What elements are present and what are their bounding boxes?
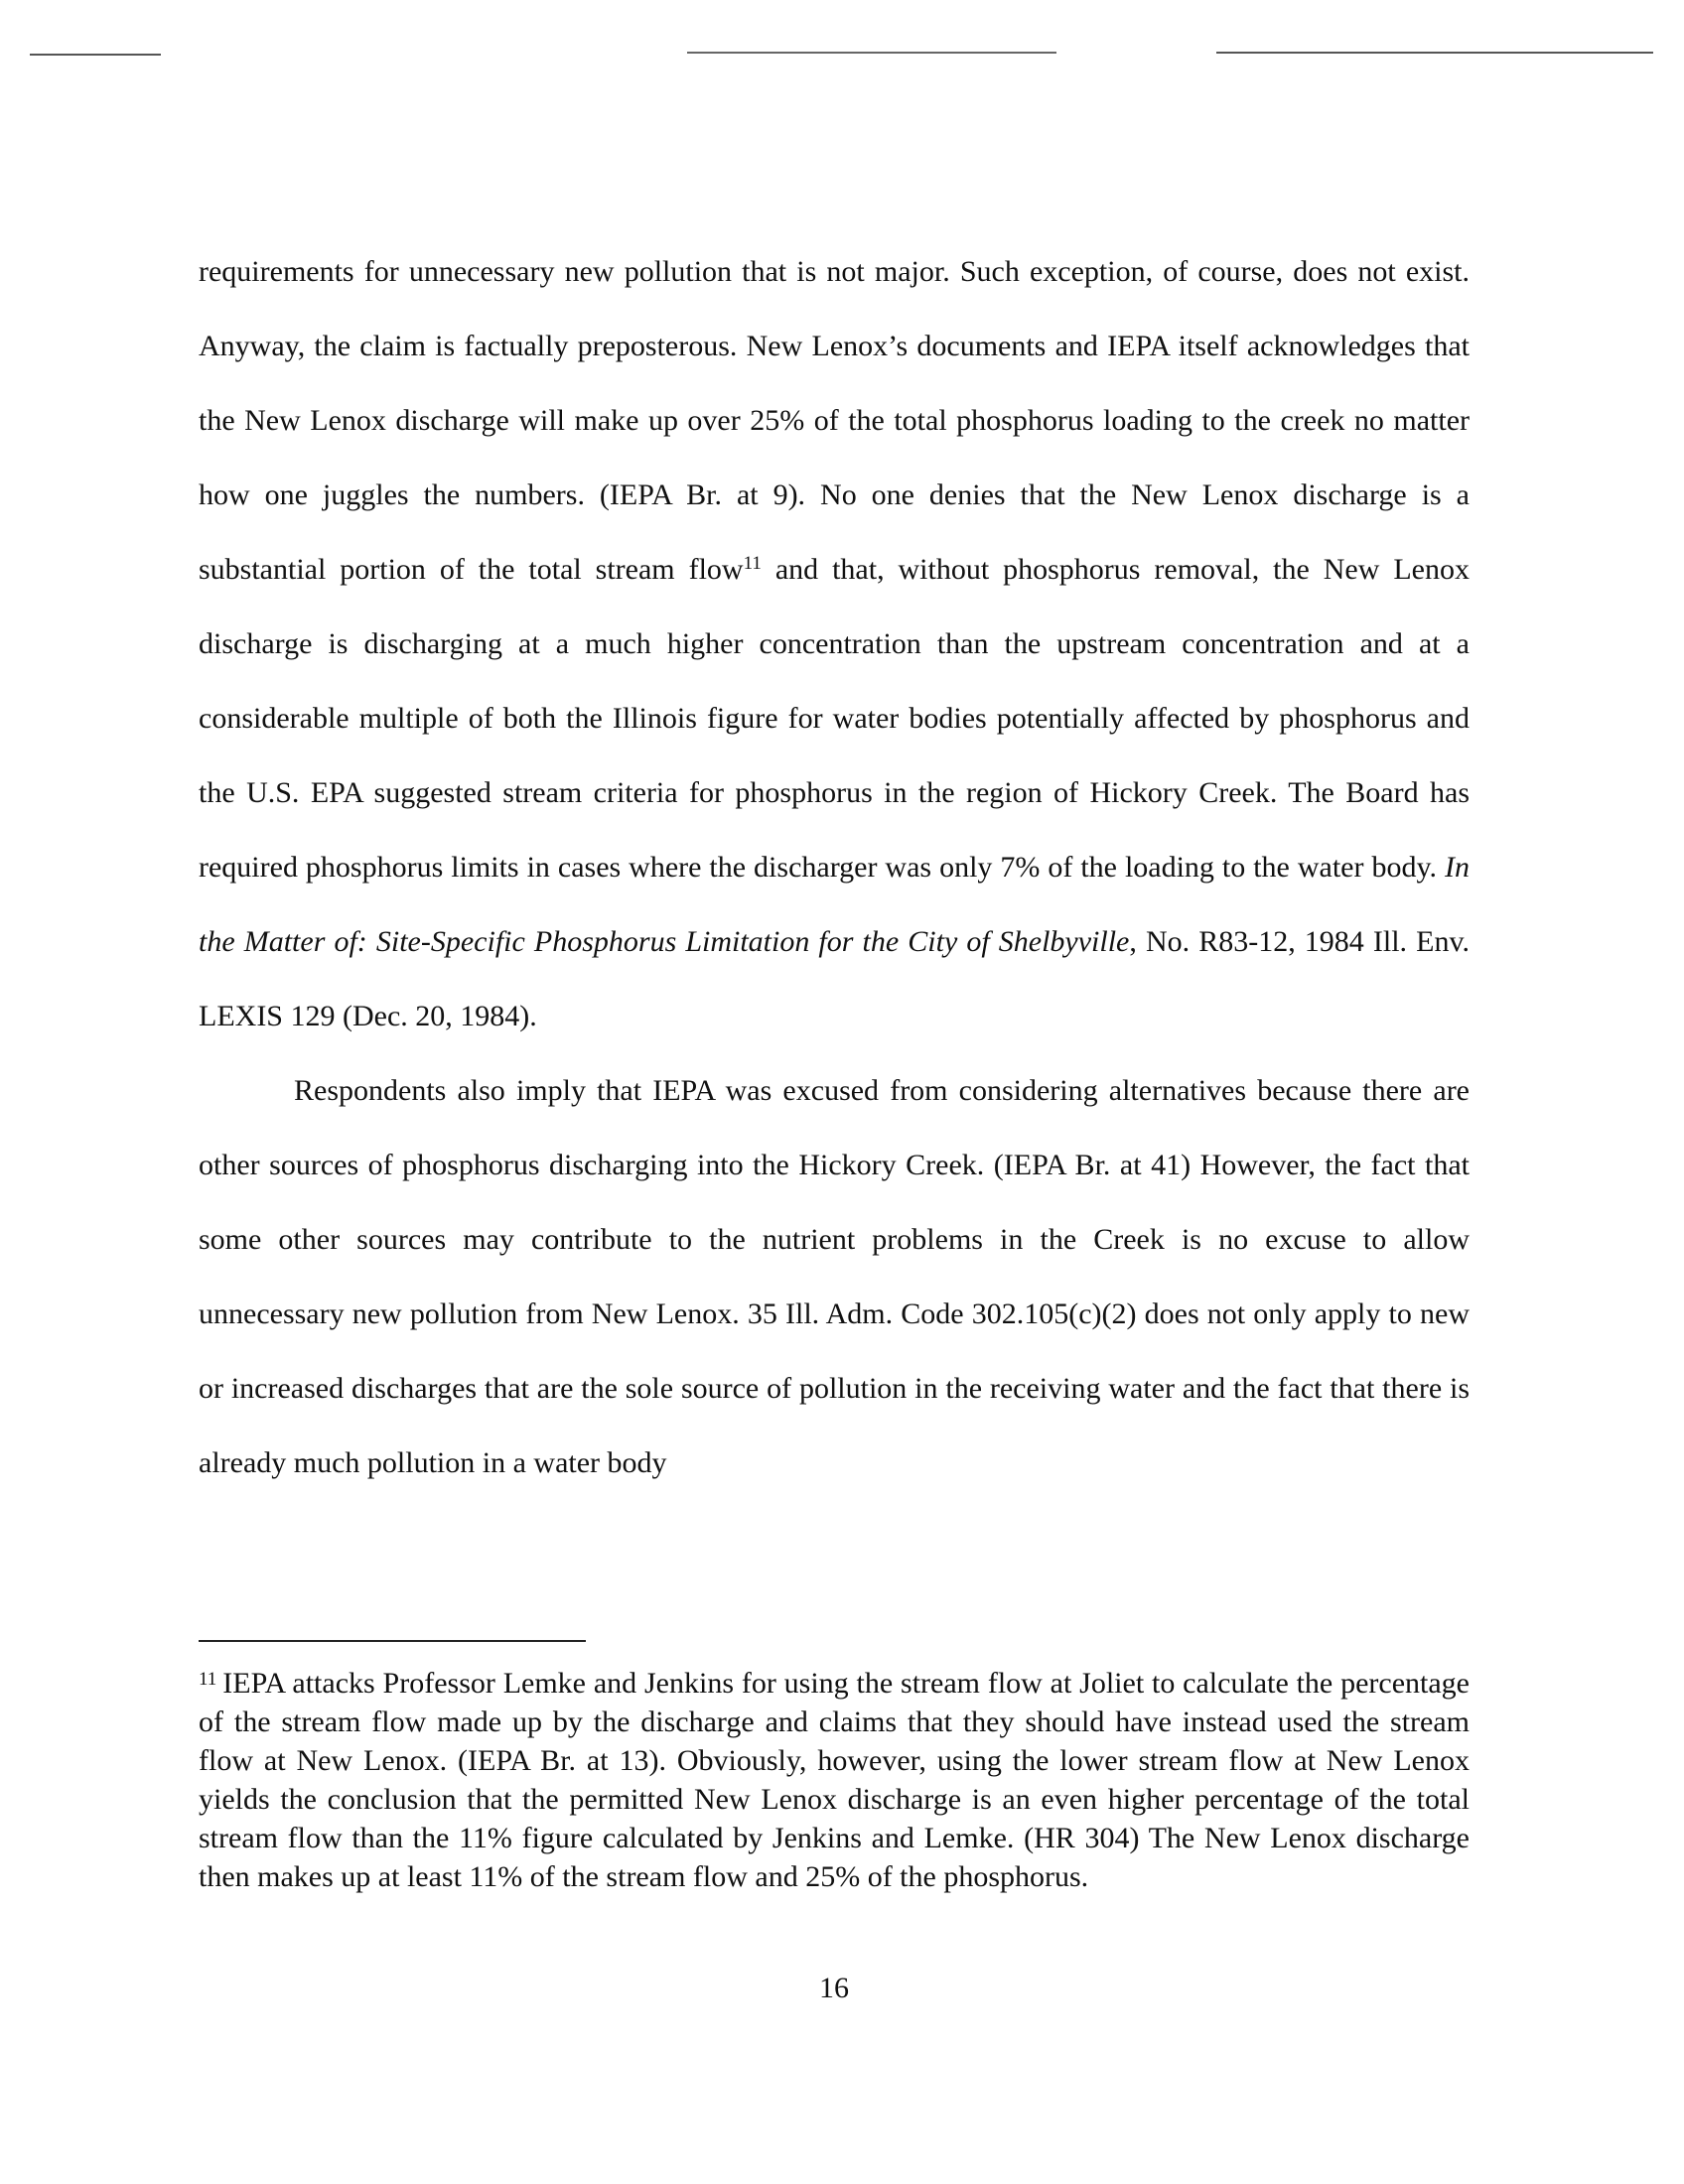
header-rule-center	[687, 52, 1056, 54]
paragraph-1-part-3: , No. R83-12, 1984 Ill. Env. LEXIS 129 (Dec. 20, 1984).	[199, 925, 1470, 1032]
footnote-marker: 11	[199, 1669, 217, 1690]
paragraph-1-part-1: requirements for unnecessary new pollution that is not major. Such exception, of course, does not exist. Anyway, the claim is factually preposterous. New Lenox’s documents and IEPA itself acknowledges that the New Lenox discharge will make up over 25% of the total phosphorus loading to the creek no matter how one juggles the numbers. (IEPA Br. at 9). No one denies that the New Lenox discharge is a substantial portion of the total stream flow	[199, 255, 1470, 586]
footnote-reference: 11	[743, 553, 762, 574]
case-citation: In the Matter of: Site-Specific Phosphorus Limitation for the City of Shelbyville	[199, 851, 1470, 958]
header-rule-right	[1216, 52, 1653, 54]
footnote	[199, 1664, 1470, 1896]
footnote-text: IEPA attacks Professor Lemke and Jenkins for using the stream flow at Joliet to calculate the percentage of the stream flow made up by the discharge and claims that they should have instead used the stream flow at New Lenox. (IEPA Br. at 13). Obviously, however, using the lower stream flow at New Lenox yields the conclusion that the permitted New Lenox discharge is an even higher percentage of the total stream flow than the 11% figure calculated by Jenkins and Lemke. (HR 304) The New Lenox discharge then makes up at least 11% of the stream flow and 25% of the phosphorus.	[199, 1667, 1470, 1893]
page-number: 16	[819, 1972, 849, 2004]
paragraph-2: Respondents also imply that IEPA was excused from considering alternatives because there are other sources of phosphorus discharging into the Hickory Creek. (IEPA Br. at 41) However, the fact that some other sources may contribute to the nutrient problems in the Creek is no excuse to allow unnecessary new pollution from New Lenox. 35 Ill. Adm. Code 302.105(c)(2) does not only apply to new or increased discharges that are the sole source of pollution in the receiving water and the fact that there is already much pollution in a water body	[199, 1074, 1470, 1479]
header-rule-left	[30, 54, 161, 56]
body-text	[199, 234, 1470, 1500]
footnote-separator	[199, 1640, 586, 1642]
paragraph-1	[199, 234, 1470, 1053]
paragraph-1-part-2: and that, without phosphorus removal, the New Lenox discharge is discharging at a much higher concentration than the upstream concentration and at a considerable multiple of both the Illinois figure for water bodies potentially affected by phosphorus and the U.S. EPA suggested stream criteria for phosphorus in the region of Hickory Creek. The Board has required phosphorus limits in cases where the discharger was only 7% of the loading to the water body.	[199, 553, 1470, 884]
